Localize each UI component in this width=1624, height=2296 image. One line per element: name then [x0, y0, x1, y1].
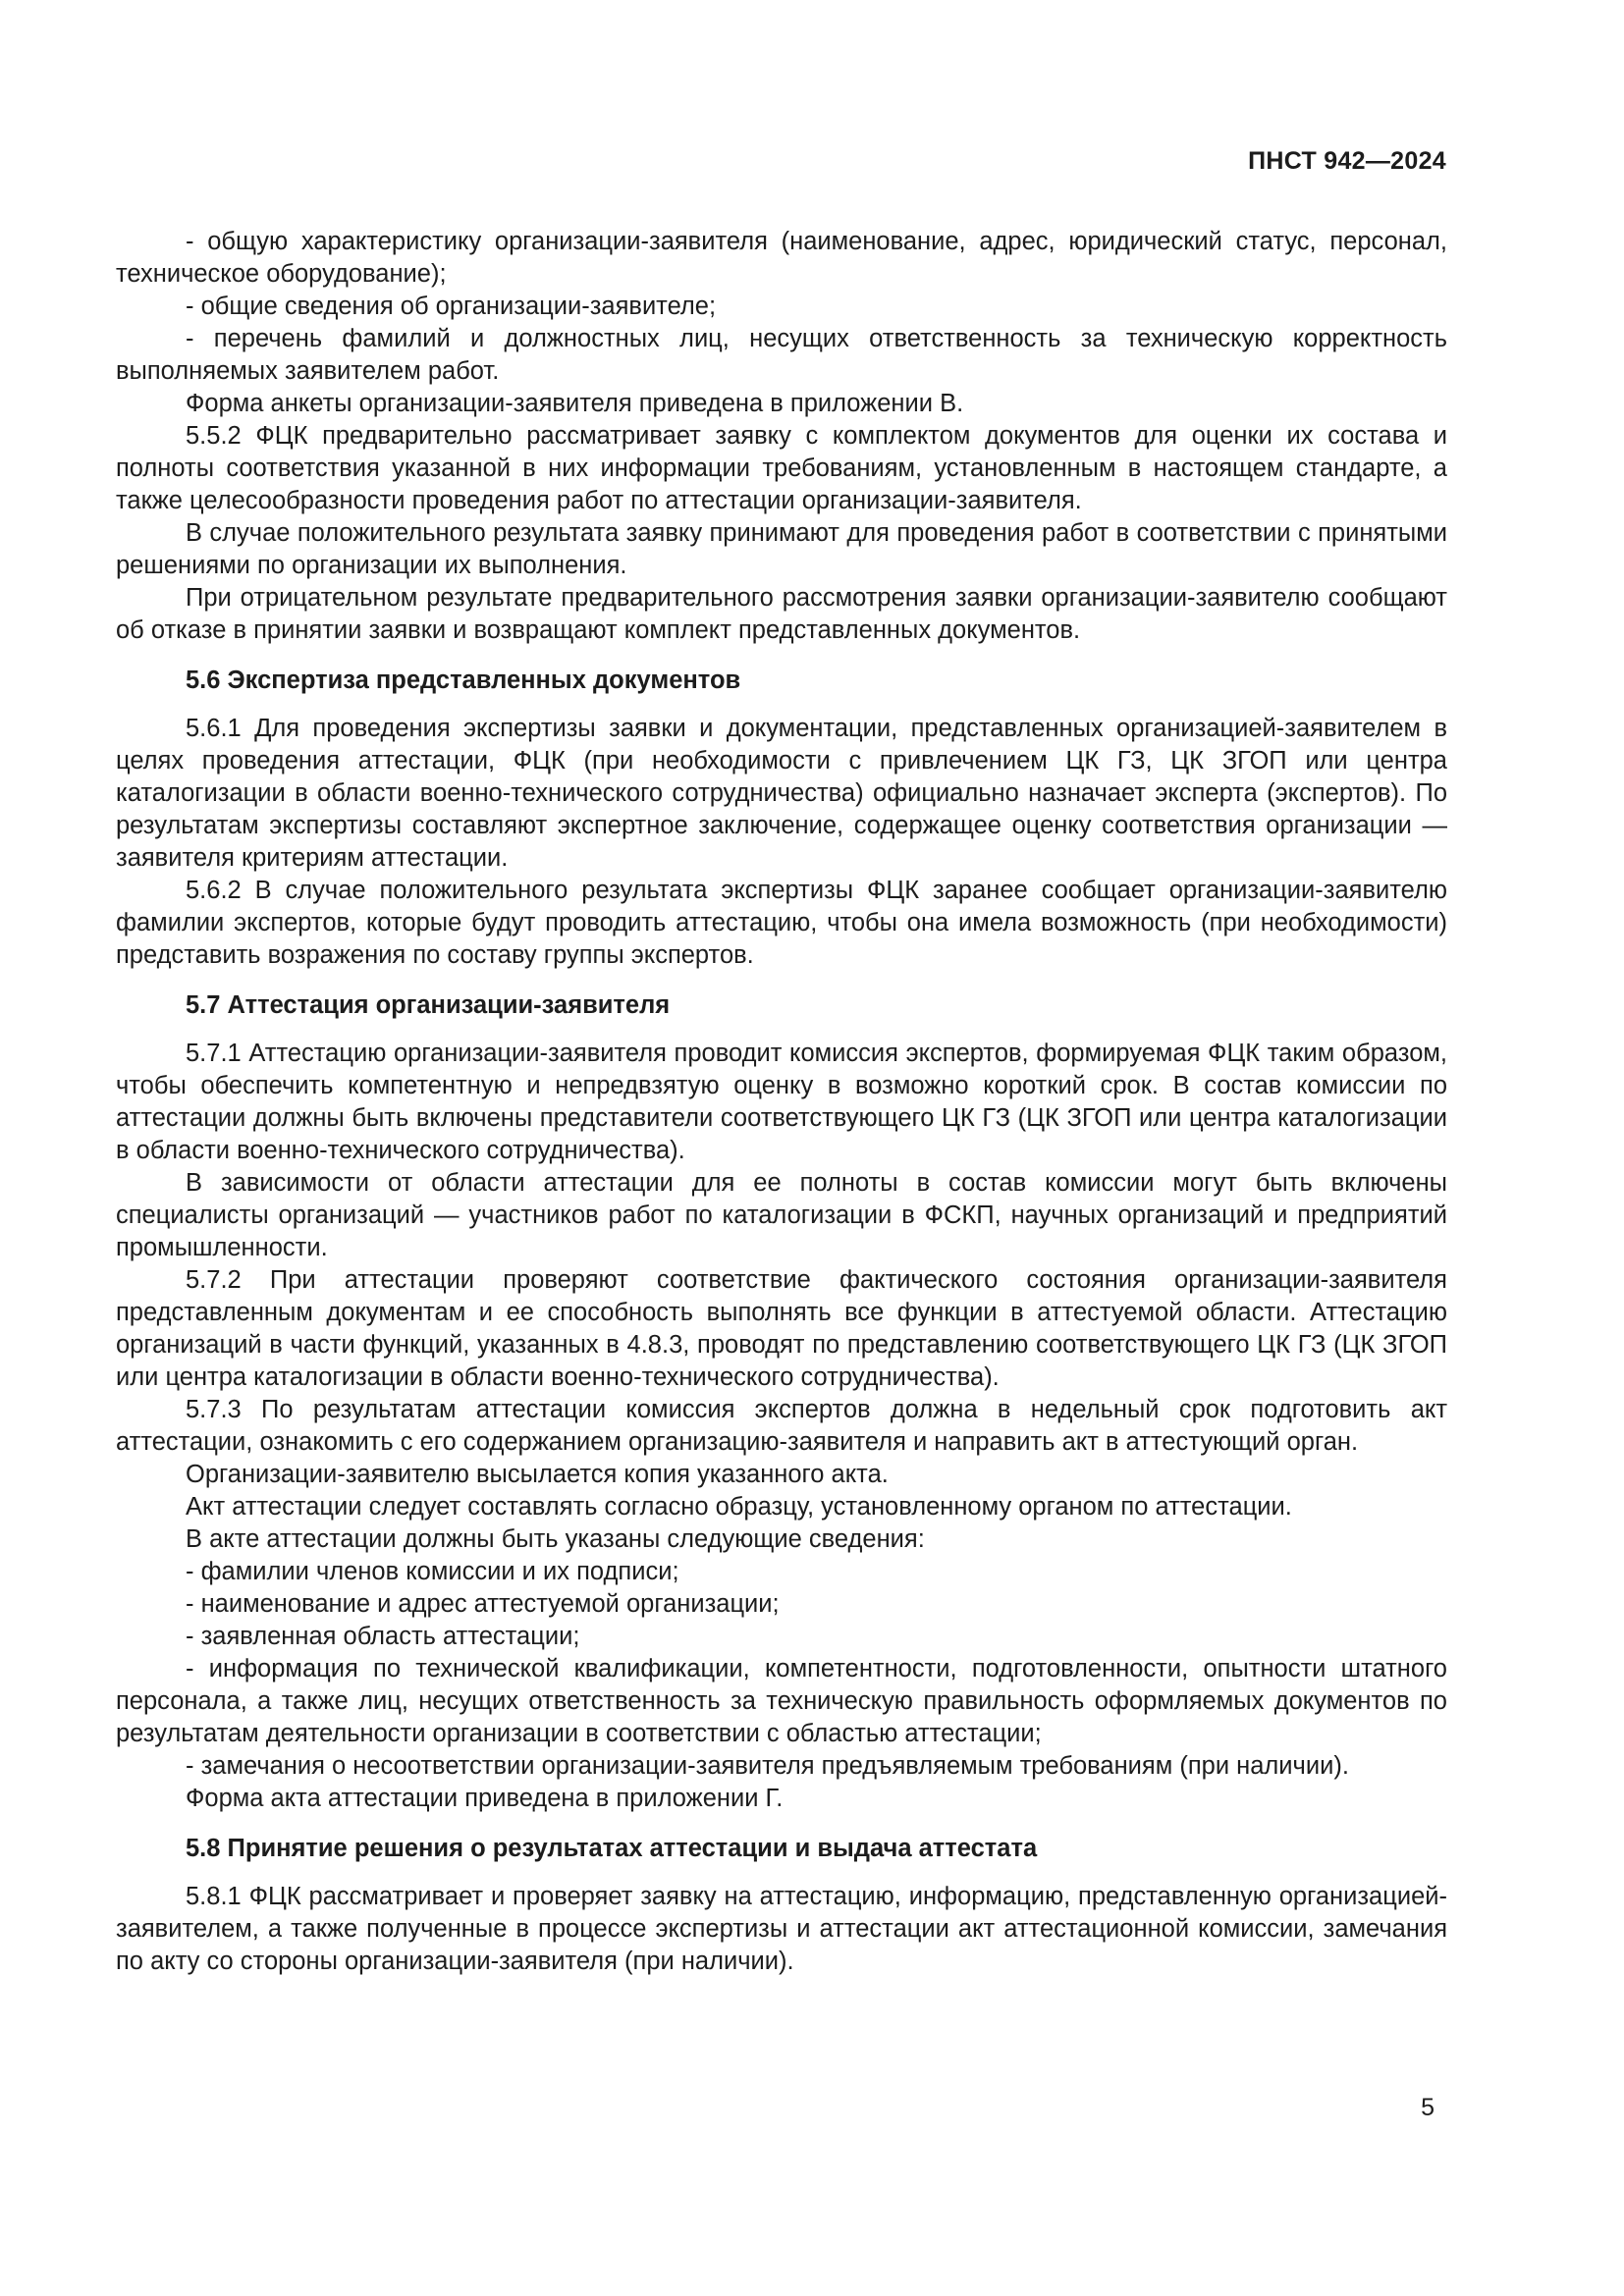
paragraph-positive-result: В случае положительного результата заявку принимают для проведения работ в соответствии с принятыми решениями по организации их выполнения.: [116, 519, 1447, 579]
paragraph-5-7-1: 5.7.1 Аттестацию организации-заявителя проводит комиссия экспертов, формируемая ФЦК таким образом, чтобы обеспечить компетентную и непредвзятую оценку в возможно короткий срок. В состав комиссии по аттестации должны быть включены представители соответствующего ЦК ГЗ (ЦК ЗГОП или центра каталогизации в области военно-технического сотрудничества).: [116, 1040, 1447, 1164]
list-item-organization-name: - наименование и адрес аттестуемой организации;: [186, 1590, 780, 1618]
document-number: ПНСТ 942—2024: [1248, 147, 1446, 175]
paragraph-commission-composition: В зависимости от области аттестации для ее полноты в состав комиссии могут быть включены специалисты организаций — участников работ по каталогизации в ФСКП, научных организаций и предприятий промышленности.: [116, 1169, 1447, 1261]
section-heading-5-7: 5.7 Аттестация организации-заявителя: [186, 991, 671, 1019]
paragraph-5-5-2: 5.5.2 ФЦК предварительно рассматривает заявку с комплектом документов для оценки их состава и полноты соответствия указанной в них информации требованиям, установленным в настоящем стандарте, а также целесообразности проведения работ по аттестации организации-заявителя.: [116, 422, 1447, 514]
page-number: 5: [1421, 2094, 1435, 2121]
list-item-nonconformity-remarks: - замечания о несоответствии организации-заявителя предъявляемым требованиям (при наличии).: [186, 1752, 1349, 1780]
paragraph-act-template: Акт аттестации следует составлять согласно образцу, установленному органом по аттестации.: [186, 1493, 1292, 1521]
paragraph-negative-result: При отрицательном результате предварительного рассмотрения заявки организации-заявителю сообщают об отказе в принятии заявки и возвращают комплект представленных документов.: [116, 584, 1447, 644]
paragraph-5-7-2: 5.7.2 При аттестации проверяют соответствие фактического состояния организации-заявителя представленным документам и ее способность выполнять все функции в аттестуемой области. Аттестацию организаций в части функций, указанных в 4.8.3, проводят по представлению соответствующего ЦК ГЗ (ЦК ЗГОП или центра каталогизации в области военно-технического сотрудничества).: [116, 1266, 1447, 1391]
paragraph-5-6-2: 5.6.2 В случае положительного результата экспертизы ФЦК заранее сообщает организации-заявителю фамилии экспертов, которые будут проводить аттестацию, чтобы она имела возможность (при необходимости) представить возражения по составу группы экспертов.: [116, 877, 1447, 969]
list-item-general-info: - общие сведения об организации-заявителе;: [186, 293, 717, 320]
paragraph-5-7-3: 5.7.3 По результатам аттестации комиссия экспертов должна в недельный срок подготовить акт аттестации, ознакомить с его содержанием организацию-заявителя и направить акт в аттестующий орган.: [116, 1396, 1447, 1456]
list-item-applicant-characteristics: - общую характеристику организации-заявителя (наименование, адрес, юридический статус, персонал, техническое оборудование);: [116, 228, 1447, 288]
paragraph-questionnaire-form: Форма анкеты организации-заявителя приведена в приложении В.: [186, 390, 964, 417]
section-heading-5-6: 5.6 Экспертиза представленных документов: [186, 667, 741, 694]
paragraph-5-6-1: 5.6.1 Для проведения экспертизы заявки и документации, представленных организацией-заявителем в целях проведения аттестации, ФЦК (при необходимости с привлечением ЦК ГЗ, ЦК ЗГОП или центра каталогизации в области военно-технического сотрудничества) официально назначает эксперта (экспертов). По результатам экспертизы составляют экспертное заключение, содержащее оценку соответствия организации — заявителя критериям аттестации.: [116, 715, 1447, 872]
paragraph-act-form: Форма акта аттестации приведена в приложении Г.: [186, 1785, 784, 1812]
section-heading-5-8: 5.8 Принятие решения о результатах аттестации и выдача аттестата: [186, 1835, 1038, 1862]
list-item-declared-scope: - заявленная область аттестации;: [186, 1623, 580, 1650]
document-body: [116, 226, 1447, 1978]
paragraph-act-contents: В акте аттестации должны быть указаны следующие сведения:: [186, 1525, 925, 1553]
paragraph-act-copy: Организации-заявителю высылается копия указанного акта.: [186, 1461, 889, 1488]
list-item-responsible-persons: - перечень фамилий и должностных лиц, несущих ответственность за техническую корректность выполняемых заявителем работ.: [116, 325, 1447, 385]
list-item-commission-members: - фамилии членов комиссии и их подписи;: [186, 1558, 679, 1585]
list-item-qualification-info: - информация по технической квалификации, компетентности, подготовленности, опытности штатного персонала, а также лиц, несущих ответственность за техническую правильность оформляемых документов по результатам деятельности организации в соответствии с областью аттестации;: [116, 1655, 1447, 1747]
paragraph-5-8-1: 5.8.1 ФЦК рассматривает и проверяет заявку на аттестацию, информацию, представленную организацией-заявителем, а также полученные в процессе экспертизы и аттестации акт аттестационной комиссии, замечания по акту со стороны организации-заявителя (при наличии).: [116, 1883, 1447, 1975]
